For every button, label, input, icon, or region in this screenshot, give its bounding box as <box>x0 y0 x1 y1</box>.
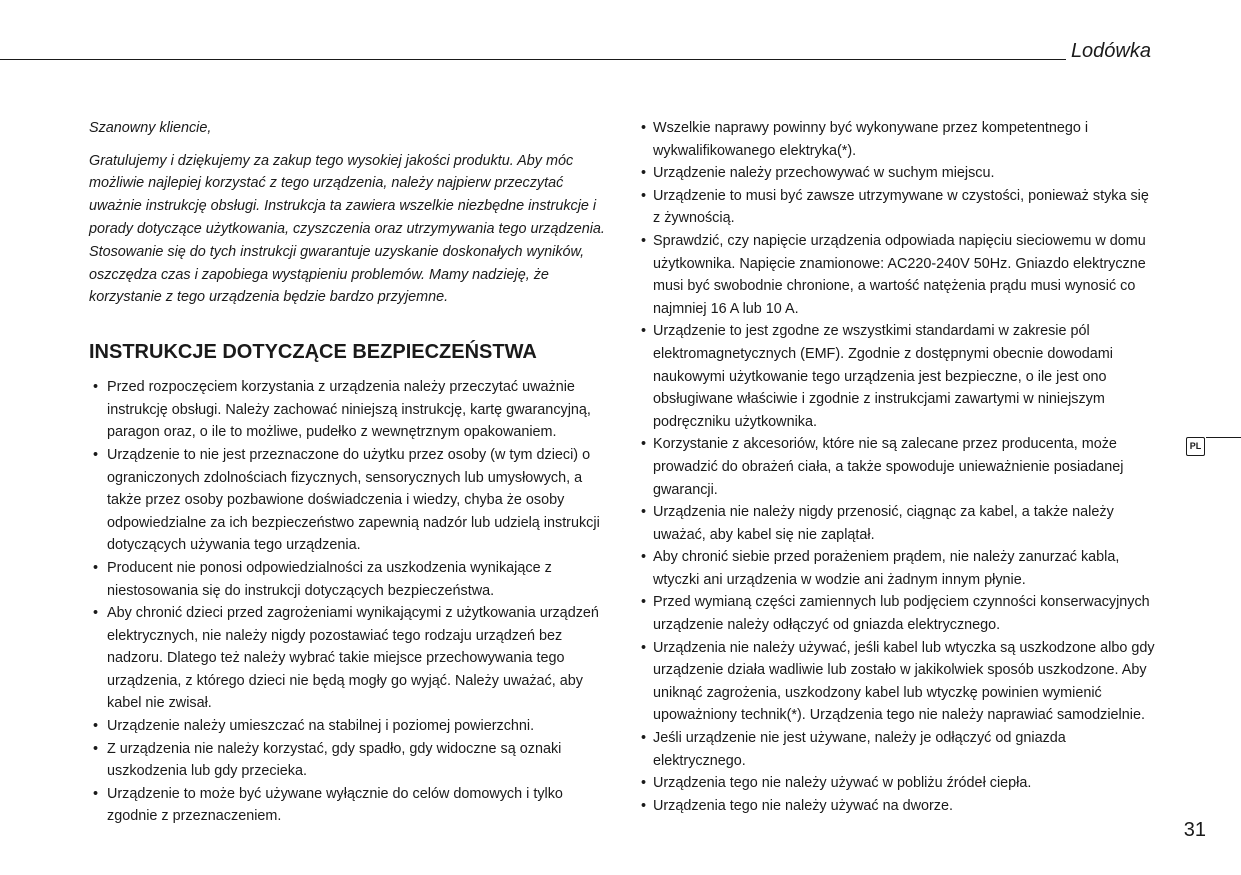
list-item: • Korzystanie z akcesoriów, które nie są zalecane przez producenta, może prowadzić do obrażeń ciała, a także spowoduje unieważnienie posiadanej gwarancji. <box>639 433 1157 501</box>
list-item: • Sprawdzić, czy napięcie urządzenia odpowiada napięciu sieciowemu w domu użytkownika. Napięcie znamionowe: AC220-240V 50Hz. Gniazdo elektryczne musi być swobodnie chronione, a wartość natężenia prądu musi wynosić co najmniej 16 A lub 10 A. <box>639 230 1157 320</box>
list-item: • Urządzenie należy umieszczać na stabilnej i poziomej powierzchni. <box>89 715 609 738</box>
list-item: • Urządzenia nie należy używać, jeśli kabel lub wtyczka są uszkodzone albo gdy urządzenie działa wadliwie lub zostało w jakikolwiek sposób uszkodzone. Aby uniknąć zagrożenia, uszkodzony kabel lub wtyczkę powinien wymienić upoważniony technik(*). Urządzenia tego nie należy naprawiać samodzielnie. <box>639 637 1157 727</box>
list-item: • Z urządzenia nie należy korzystać, gdy spadło, gdy widoczne są oznaki uszkodzenia lub gdy przecieka. <box>89 738 609 783</box>
list-item: • Jeśli urządzenie nie jest używane, należy je odłączyć od gniazda elektrycznego. <box>639 727 1157 772</box>
list-item: • Urządzenia tego nie należy używać w pobliżu źródeł ciepła. <box>639 772 1157 795</box>
header-title: Lodówka <box>1070 40 1151 62</box>
page-number: 31 <box>1183 819 1206 841</box>
safety-list-left <box>89 376 609 828</box>
right-column <box>639 117 1157 817</box>
list-item: • Urządzenie to musi być zawsze utrzymywane w czystości, ponieważ styka się z żywnością. <box>639 185 1157 230</box>
safety-list-right <box>639 117 1157 817</box>
list-item: • Wszelkie naprawy powinny być wykonywane przez kompetentnego i wykwalifikowanego elektryka(*). <box>639 117 1157 162</box>
greeting: Szanowny kliencie, <box>89 120 212 136</box>
list-item: • Urządzenie to jest zgodne ze wszystkimi standardami w zakresie pól elektromagnetycznych (EMF). Zgodnie z dostępnymi obecnie dowodami naukowymi użytkowanie tego urządzenia jest bezpieczne, o ile jest ono obsługiwane właściwie i zgodnie z instrukcjami zawartymi w niniejszym podręczniku użytkownika. <box>639 320 1157 433</box>
list-item: • Aby chronić dzieci przed zagrożeniami wynikającymi z użytkowania urządzeń elektrycznych, nie należy nigdy pozostawiać tego rodzaju urządzeń bez nadzoru. Dlatego też należy wybrać takie miejsce przechowywania tego urządzenia, z którego dzieci nie będą mogły go wyjąć. Należy uważać, aby kabel nie zwisał. <box>89 602 609 715</box>
list-item: • Przed wymianą części zamiennych lub podjęciem czynności konserwacyjnych urządzenie należy odłączyć od gniazda elektrycznego. <box>639 591 1157 636</box>
list-item: • Urządzenie należy przechowywać w suchym miejscu. <box>639 162 1157 185</box>
left-column <box>89 117 609 828</box>
list-item: • Producent nie ponosi odpowiedzialności za uszkodzenia wynikające z niestosowania się do instrukcji dotyczących bezpieczeństwa. <box>89 557 609 602</box>
list-item: • Urządzenie to może być używane wyłącznie do celów domowych i tylko zgodnie z przeznaczeniem. <box>89 783 609 828</box>
list-item: • Przed rozpoczęciem korzystania z urządzenia należy przeczytać uważnie instrukcję obsługi. Należy zachować niniejszą instrukcję, kartę gwarancyjną, paragon oraz, o ile to możliwe, pudełko z wewnętrznym opakowaniem. <box>89 376 609 444</box>
language-badge: PL <box>1186 437 1205 456</box>
list-item: • Aby chronić siebie przed porażeniem prądem, nie należy zanurzać kabla, wtyczki ani urządzenia w wodzie ani żadnym innym płynie. <box>639 546 1157 591</box>
list-item: • Urządzenie to nie jest przeznaczone do użytku przez osoby (w tym dzieci) o ograniczonych zdolnościach fizycznych, sensorycznych lub umysłowych, a także przez osoby pozbawione doświadczenia i wiedzy, chyba że osoby odpowiedzialne za ich bezpieczeństwo zapewnią nadzór lub udzielą instrukcji dotyczących używania tego urządzenia. <box>89 444 609 557</box>
side-tab-rule <box>1206 437 1241 438</box>
list-item: • Urządzenia tego nie należy używać na dworze. <box>639 795 1157 818</box>
list-item: • Urządzenia nie należy nigdy przenosić, ciągnąc za kabel, a także należy uważać, aby kabel się nie zaplątał. <box>639 501 1157 546</box>
intro-paragraph: Gratulujemy i dziękujemy za zakup tego wysokiej jakości produktu. Aby móc możliwie najlepiej korzystać z tego urządzenia, należy najpierw przeczytać uważnie instrukcję obsługi. Instrukcja ta zawiera wszelkie niezbędne instrukcje i porady dotyczące użytkowania, czyszczenia oraz utrzymywania tego urządzenia. Stosowanie się do tych instrukcji gwarantuje uzyskanie doskonałych wyników, oszczędza czas i zapobiega wystąpieniu problemów. Mamy nadzieję, że korzystanie z tego urządzenia będzie bardzo przyjemne. <box>89 152 605 306</box>
section-heading: INSTRUKCJE DOTYCZĄCE BEZPIECZEŃSTWA <box>89 341 537 364</box>
header-rule <box>0 59 1066 60</box>
